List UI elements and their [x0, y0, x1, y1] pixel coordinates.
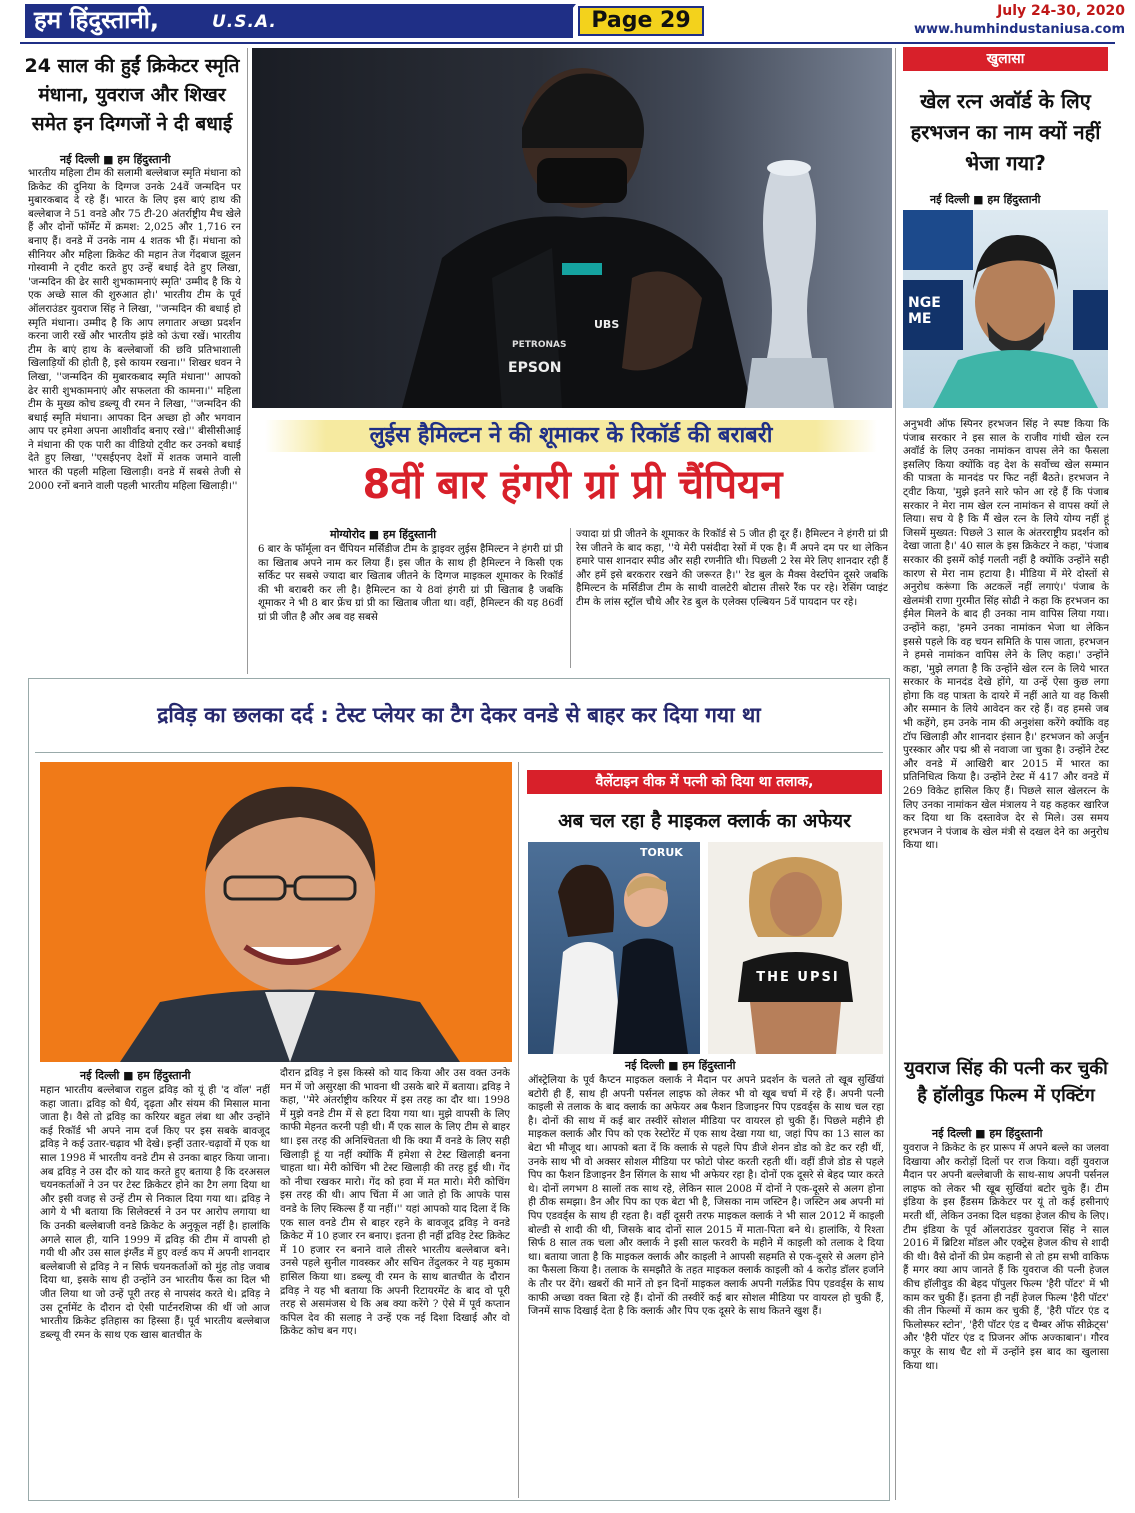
- clarke-couple-art: [528, 842, 700, 1054]
- masthead-bar: [0, 0, 1135, 42]
- masthead-rule: [20, 42, 1115, 44]
- page-number: Page 29: [591, 8, 691, 33]
- left-column-rule: [247, 48, 248, 674]
- hamilton-column-rule: [570, 528, 571, 668]
- masthead-title-slant: [548, 4, 576, 38]
- dravid-body-col1: महान भारतीय बल्लेबाज राहुल द्रविड़ को यूं ही 'द वॉल' नहीं कहा जाता। द्रविड़ को धैर्य, दृढ़ता और संयम की मिसाल माना जाता है। वैसे तो द्रविड़ का करियर बहुत लंबा था और उन्होंने कई रिकॉर्ड भी अपने नाम दर्ज किए पर इस सबके बावजूद द्रविड़ ने कई उतार-चढ़ाव भी देखे। इन्हीं उतार-चढ़ावों में एक था साल 1998 में भारतीय वनडे टीम से उनका बाहर किया जाना। अब द्रविड़ ने उस दौर को याद करते हुए बताया है कि दरअसल चयनकर्ताओं ने उन पर टेस्ट क्रिकेटर होने का टैग लगा दिया था और इसी वजह से उन्हें टीम से निकाल दिया गया था। द्रविड़ ने आगे ये भी बताया कि सिलेक्टर्स ने उन पर आरोप लगाया था कि उनकी बल्लेबाजी वनडे क्रिकेट के अनुकूल नहीं है। हालांकि अगले साल ही, यानि 1999 में द्रविड़ की टीम में वापसी हो गयी थी और उस साल इंग्लैंड में हुए वर्ल्ड कप में अपनी शानदार बल्लेबाजी से द्रविड़ ने न सिर्फ चयनकर्ताओं को मुंह तोड़ जवाब दिया था, इसके साथ ही उन्होंने उन भारतीय फैंस का दिल भी जीत लिया था जो उन्हें पूरी तरह से नापसंद करते थे। द्रविड़ ने उस टूर्नामेंट के दौरान दो ऐसी पार्टनरशिप्स की थीं जो आज भारतीय क्रिकेट इतिहास का हिस्सा हैं। पूर्व भारतीय बल्लेबाज डब्ल्यू वी रमन के साथ एक खास बातचीत के: [40, 1085, 270, 1341]
- issue-date: July 24-30, 2020: [997, 3, 1125, 19]
- hamilton-shirt-text-1: PETRONAS: [512, 340, 567, 350]
- harbhajan-body: अनुभवी ऑफ स्पिनर हरभजन सिंह ने स्पष्ट किया कि पंजाब सरकार ने इस साल के राजीव गांधी खेल रत्न अवॉर्ड के लिए उनका नामांकन वापस लेने का फैसला इसलिए किया क्योंकि वह देश के सर्वोच्च खेल सम्मान की पात्रता के मानदंड पर फिट नहीं बैठते। हरभजन ने ट्वीट किया, 'मुझे इतने सारे फोन आ रहे हैं कि पंजाब सरकार ने मेरा नाम खेल रत्न नामांकन से वापस क्यों ले लिया। सच ये है कि मैं खेल रत्न के लिये योग्य नहीं हूं जिसमें मुख्यत: पिछले 3 साल के अंतरराष्ट्रीय प्रदर्शन को देखा जाता है।' 40 साल के इस क्रिकेटर ने कहा, 'पंजाब सरकार की इसमें कोई गलती नहीं है क्योंकि उन्होंने सही कारण से मेरा नाम हटाया है। मीडिया में मेरे दोस्तों से अनुरोध करूंगा कि अटकलें नहीं लगाएं।' पंजाब के खेलमंत्री राणा गुरमीत सिंह सोढी ने कहा कि हरभजन का ईमेल मिलने के बाद ही उनका नाम वापिस लिया गया। उन्होंने कहा, 'हमने उनका नामांकन भेजा था लेकिन इससे पहले कि वह चयन समिति के पास जाता, हरभजन ने हमसे नामांकन वापिस लेने के लिए कहा।' उन्होंने कहा, 'मुझे लगता है कि उन्होंने खेल रत्न के लिये भारत सरकार के मानदंड देखे होंगे, या उन्हें ऐसा कुछ लगा होगा कि वह पात्रता के दायरे में नहीं आते या वह किसी और सम्मान के लिये आवेदन कर रहे हैं। वह हमसे जब भी कहेंगे, हम उनके नाम की अनुशंसा करेंगे क्योंकि वह टॉप खिलाड़ी और शानदार इंसान है।' हरभजन को अर्जुन पुरस्कार और पद्म श्री से नवाजा जा चुका है। उन्होंने टेस्ट और वनडे में आखिरी बार 2015 में भारत का प्रतिनिधित्व किया है। उन्होंने टेस्ट में 417 और वनडे में 269 विकेट हासिल किए हैं। पिछले साल खेलरत्न के लिए उनका नामांकन खेल मंत्रालय ने यह कहकर खारिज कर दिया था कि दस्तावेज देर से मिले। उस समय हरभजन ने पंजाब के खेल मंत्री से दखल देने का अनुरोध किया था।: [903, 419, 1109, 852]
- hamilton-shirt-text-3: UBS: [594, 318, 620, 331]
- yuvraj-dateline: नई दिल्ली ■ हम हिंदुस्तानी: [932, 1127, 1043, 1140]
- clarke-board-text: TORUK: [640, 846, 683, 859]
- dravid-body-col2: दौरान द्रविड़ ने इस किस्से को याद किया और उस वक्त उनके मन में जो असुरक्षा की भावना थी उसके बारे में बताया। द्रविड़ ने कहा, ''मेरे अंतर्राष्ट्रीय करियर में इस तरह का दौर था। 1998 में मुझे वनडे टीम में से हटा दिया गया था। मुझे वापसी के लिए काफी मेहनत करनी पड़ी थी। मैं एक साल के लिए टीम से बाहर था। इस तरह की अनिश्चितता थी कि क्या मैं वनडे के लिए सही खिलाड़ी हूं या नहीं क्योंकि मैं हमेशा से टेस्ट खिलाड़ी बनना चाहता था। मेरी कोचिंग भी टेस्ट खिलाड़ी की तरह हुई थी। गेंद को नीचा रखकर मारो। गेंद को हवा में मत मारो। मेरी कोचिंग इस तरह की थी। आप चिंता में आ जाते हो कि आपके पास वनडे के लिए स्किल्स हैं या नहीं।'' यहां आपको याद दिला दें कि एक साल वनडे टीम से बाहर रहने के बावजूद द्रविड़ ने वनडे क्रिकेट में 10 हजार रन बनाए। इतना ही नहीं द्रविड़ टेस्ट क्रिकेट में 10 हजार रन बनाने वाले तीसरे भारतीय बल्लेबाज बने। उनसे पहले सुनील गावस्कर और सचिन तेंदुलकर ने यह मुकाम हासिल किया था। डब्ल्यू वी रमन के साथ बातचीत के दौरान द्रविड़ ने यह भी बताया कि अपनी रिटायरमेंट के बाद वो पूरी तरह से असमंजस थे कि अब क्या करेंगे ? ऐसे में पूर्व कप्तान कपिल देव की सलाह ने उन्हें एक नई दिशा दिखाई और वो क्रिकेट कोच बन गए।: [280, 1068, 510, 1338]
- clarke-kicker: वैलेंटाइन वीक में पत्नी को दिया था तलाक,: [527, 770, 882, 794]
- hamilton-body-col2: ज्यादा ग्रां प्री जीतने के शूमाकर के रिकॉर्ड से 5 जीत ही दूर हैं। हैमिल्टन ने हंगरी ग्रां प्री रेस जीतने के बाद कहा, ''ये मेरी पसंदीदा रेसों में एक है। मैं अपने दम पर था लेकिन हमारे पास शानदार स्पीड और सही रणनीति थी। पिछली 2 रेस मेरे लिए शानदार रही हैं और हमें इसे बरकरार रखने की जरूरत है।'' रेड बुल के मैक्स वेर्स्टापेन दूसरे जबकि हैमिल्टन के मर्सिडीज टीम के साथी वालटेरी बोटास तीसरे रैंक पर रहे। रेसिंग प्वाइंट टीम के लांस स्ट्रॉल चौथे और रेड बुल के एलेक्स एल्बियन 5वें पायदान पर रहे।: [576, 529, 888, 608]
- clarke-left-rule: [518, 762, 519, 1498]
- harbhajan-headline: खेल रत्न अवॉर्ड के लिए हरभजन का नाम क्यों नहीं भेजा गया?: [910, 89, 1101, 175]
- smriti-dateline: नई दिल्ली ■ हम हिंदुस्तानी: [60, 153, 171, 166]
- hamilton-photo-art: [252, 48, 892, 408]
- paper-name: हम हिंदुस्तानी,: [34, 6, 160, 34]
- dravid-headline-rule: [35, 752, 883, 753]
- clarke-shirt-text: THE UPSI: [756, 970, 840, 985]
- clarke-dateline: नई दिल्ली ■ हम हिंदुस्तानी: [625, 1059, 736, 1072]
- hamilton-body-col1: 6 बार के फॉर्मूला वन चैंपियन मर्सिडीज टीम के ड्राइवर लुईस हैमिल्टन ने हंगरी ग्रां प्री का खिताब अपने नाम कर लिया हैं। इस जीत के साथ ही हैमिल्टन ने किसी एक सर्किट पर सबसे ज्यादा बार खिताब जीतने के दिग्गज माइकल शूमाकर के रिकॉर्ड की भी बराबरी कर ली है। हैमिल्टन का ये 8वां हंगरी ग्रां प्री खिताब है जबकि शूमाकर ने भी 8 बार फ्रेंच ग्रां प्री का खिताब जीता था। वहीं, हैमिल्टन की यह 86वीं ग्रां प्री जीत है और अब वह सबसे: [258, 544, 563, 623]
- hamilton-headline: 8वीं बार हंगरी ग्रां प्री चैंपियन: [362, 462, 783, 508]
- harbhajan-photo: [903, 210, 1108, 408]
- dravid-dateline: नई दिल्ली ■ हम हिंदुस्तानी: [80, 1069, 191, 1082]
- website-link[interactable]: www.humhindustaniusa.com: [913, 22, 1125, 37]
- clarke-headline: अब चल रहा है माइकल क्लार्क का अफेयर: [558, 810, 851, 832]
- smriti-body: भारतीय महिला टीम की सलामी बल्लेबाज स्मृति मंधाना को क्रिकेट की दुनिया के दिग्गज उनके 24वें जन्मदिन पर मुबारकबाद दे रहे हैं। भारत के लिए इस बाएं हाथ की बल्लेबाज ने 51 वनडे और 75 टी-20 अंतर्राष्ट्रीय मैच खेले हैं और दोनों फॉर्मेट में क्रमश: 2,025 और 1,716 रन बनाए हैं। वनडे में उनके नाम 4 शतक भी हैं। मंधाना को सीनियर और महिला क्रिकेट की महान तेज गेंदबाज झूलन गोस्वामी ने ट्वीट करते हुए उन्हें बधाई देते हुए लिखा, 'जन्मदिन की ढेर सारी शुभकामनाएं स्मृति' उम्मीद है कि ये एक अच्छे साल की शुरुआत हो।' भारतीय टीम के पूर्व ऑलराउंडर युवराज सिंह ने लिखा, ''जन्मदिन की बधाई हो स्मृति मंधाना। उम्मीद है कि आप लगातार अच्छा प्रदर्शन करना जारी रखें और भारतीय झंडे को ऊंचा रखें। भारतीय टीम के बाएं हाथ के बल्लेबाजों की छवि प्रतिभाशाली खिलाड़ियों की होती है, इसे कायम रखना।'' शिखर धवन ने लिखा, ''जन्मदिन की मुबारकबाद स्मृति मंधाना'' आपको ढेर सारी शुभकामनाएं और सफलता की कामना।'' महिला टीम के मुख्य कोच डब्ल्यू वी रमन ने लिखा, ''जन्मदिन की बधाई स्मृति मंधाना। आपका दिन अच्छा हो और भगवान आप पर हमेशा अपना आशीर्वाद बनाए रखे।'' बीसीसीआई ने मंधाना की एक पारी का वीडियो ट्वीट कर उनको बधाई देते हुए लिखा, ''एसईएनए देशों में शतक जमाने वाली भारत की पहली महिला खिलाड़ी। वनडे में सबसे तेजी से 2000 रनों बनाने वाली पहली भारतीय महिला खिलाड़ी।'': [28, 168, 241, 492]
- dravid-headline: द्रविड़ का छलका दर्द : टेस्ट प्लेयर का टैग देकर वनडे से बाहर कर दिया गया था: [157, 703, 761, 727]
- clarke-pip-art: [708, 842, 883, 1054]
- clarke-body: ऑस्ट्रेलिया के पूर्व कैप्टन माइकल क्लार्क ने मैदान पर अपने प्रदर्शन के चलते तो खूब सुर्खियां बटोरी ही हैं, साथ ही अपनी पर्सनल लाइफ को लेकर भी वो खूब चर्चा में रहे हैं। अपनी पत्नी काइली से तलाक के बाद क्लार्क का अफेयर अब फैशन डिजाइनर पिप एडवर्ड्स के साथ चल रहा है। दोनों की साथ में कई बार तस्वीरें सोशल मीडिया पर वायरल हो चुकी हैं। पिछले महीने ही माइकल क्लार्क और पिप को एक रेस्टोरेंट में एक साथ देखा गया था, जहां पिप का 13 साल का बेटा भी मौजूद था। आपको बता दें कि क्लार्क से पहले पिप डीजे शेनन डोड को डेट कर रही थीं, उनके साथ भी वो अक्सर सोशल मीडिया पर फोटो पोस्ट करती रहती थीं। वहीं डीजे डोड से पहले पिप का फैशन डिजाइनर डैन सिंगल के साथ भी अफेयर रहा है। दोनों एक दूसरे से बेहद प्यार करते थे। दोनों लगभग 8 सालों तक साथ रहे, लेकिन साल 2008 में दोनों ने एक-दूसरे से अलग होना ही ठीक समझा। डैन और पिप का एक बेटा भी है, जिसका नाम जस्टिन है। जस्टिन अब अपनी मां पिप एडवर्ड्स के साथ ही रहता है। वहीं दूसरी तरफ माइकल क्लार्क ने भी साल 2012 में काइली बोल्डी से शादी की थी, जिसके बाद दोनों साल 2015 में माता-पिता बने थे। हालांकि, ये रिश्ता सिर्फ 8 साल तक चला और क्लार्क ने इसी साल फरवरी के महीने में काइली को तलाक दे दिया था। बताया जाता है कि माइकल क्लार्क और काइली ने आपसी सहमति से एक-दूसरे से अलग होने का फैसला किया है। तलाक के समझौते के तहत माइकल क्लार्क काइली को 4 करोड़ डॉलर हर्जाने के तौर पर देंगे। खबरों की मानें तो इन दिनों माइकल क्लार्क अपनी गर्लफ्रेंड पिप एडवर्ड्स के साथ काफी अच्छा वक्त बिता रहे हैं। दोनों की तस्वीरें कई बार सोशल मीडिया पर वायरल हो चुकी हैं, जिनमें साफ दिखाई देता है कि क्लार्क और पिप एक दूसरे के साथ कितने खुश हैं।: [528, 1075, 884, 1318]
- edition-label: U.S.A.: [212, 12, 277, 32]
- clarke-photo-couple: [528, 842, 700, 1054]
- dravid-photo: [40, 762, 512, 1062]
- hamilton-shirt-text-2: EPSON: [508, 360, 562, 376]
- harbhajan-board-text: NGE ME: [908, 295, 941, 327]
- harbhajan-dateline: नई दिल्ली ■ हम हिंदुस्तानी: [930, 193, 1041, 206]
- right-column-rule: [895, 48, 896, 1500]
- hamilton-dateline: मोग्योरोद ■ हम हिंदुस्तानी: [330, 528, 437, 541]
- smriti-headline: 24 साल की हुईं क्रिकेटर स्मृति मंधाना, युवराज और शिखर समेत इन दिग्गजों ने दी बधाई: [24, 55, 240, 135]
- yuvraj-body: युवराज ने क्रिकेट के हर प्रारूप में अपने बल्ले का जलवा दिखाया और करोड़ों दिलों पर राज किया। वहीं युवराज मैदान पर अपनी बल्लेबाजी के साथ-साथ अपनी पर्सनल लाइफ को लेकर भी खूब सुर्खियां बटोर चुके हैं। टीम इंडिया के इस हैंडसम क्रिकेटर पर यूं तो कई हसीनाएं मरती थीं, लेकिन उनका दिल धड़का हेजल कीच के लिए। टीम इंडिया के पूर्व ऑलराउंडर युवराज सिंह ने साल 2016 में ब्रिटिश मॉडल और एक्ट्रेस हेजल कीच से शादी की थी। वैसे दोनों की प्रेम कहानी से तो हम सभी वाकिफ हैं मगर क्या आप जानते हैं कि युवराज की पत्नी हेजल कीच हॉलीवुड की बेहद पॉपुलर फिल्म 'हैरी पॉटर' में भी काम कर चुकी हैं। इतना ही नहीं हेजल फिल्म 'हैरी पॉटर' की तीन फिल्मों में काम कर चुकी हैं, 'हैरी पॉटर एंड द फिलोस्फर स्टोन', 'हैरी पॉटर एंड द चैम्बर ऑफ सीक्रेट्स' और 'हैरी पॉटर एंड द प्रिजनर ऑफ अज्काबान'। गौरव कपूर के साथ चैट शो में उन्होंने इस बाद का खुलासा किया था।: [903, 1143, 1109, 1372]
- clarke-photo-pip: [708, 842, 883, 1054]
- yuvraj-headline: युवराज सिंह की पत्नी कर चुकी है हॉलीवुड फिल्म में एक्टिंग: [904, 1058, 1108, 1106]
- harbhajan-tag: खुलासा: [903, 47, 1108, 71]
- hamilton-photo: [252, 48, 892, 408]
- hamilton-kicker: लुईस हैमिल्टन ने की शूमाकर के रिकॉर्ड की बराबरी: [369, 423, 773, 448]
- dravid-photo-art: [40, 762, 512, 1062]
